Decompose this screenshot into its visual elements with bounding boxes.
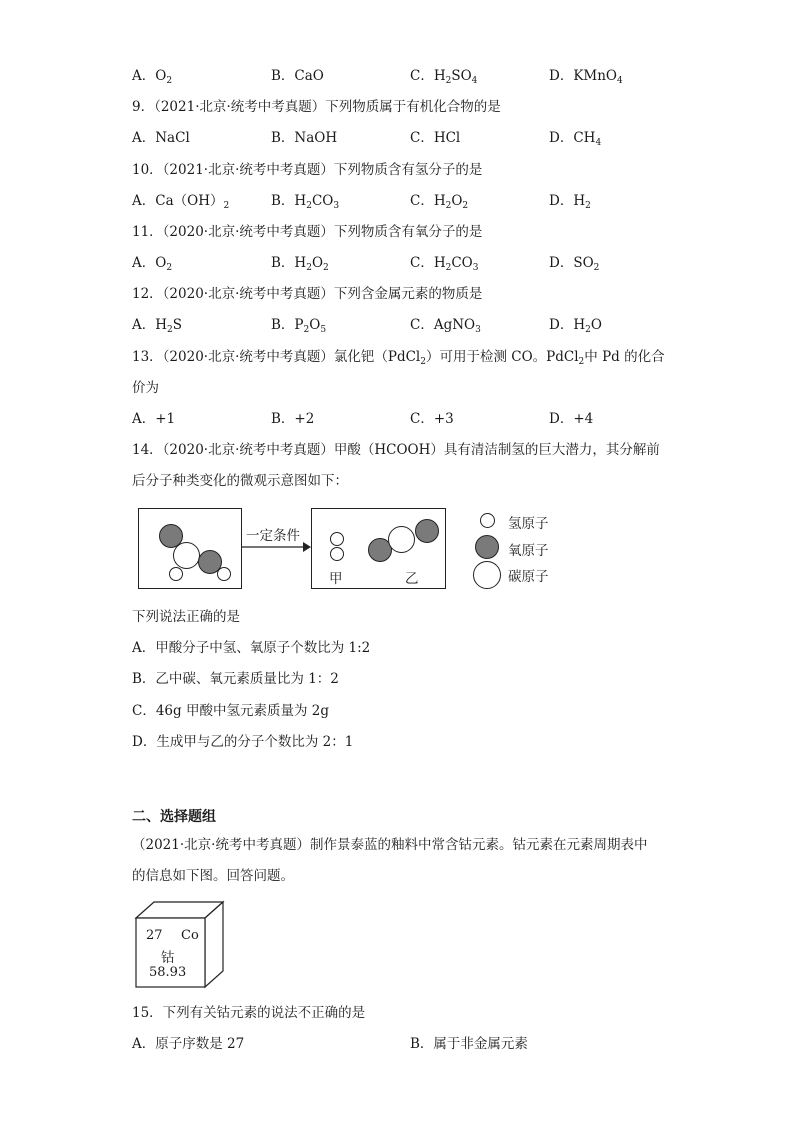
q8-option-b[interactable]: B．CaO xyxy=(271,68,324,84)
q12-option-d[interactable]: D．$H_2O$ xyxy=(549,317,602,335)
q13-stem: 13．（2020·北京·统考中考真题）氯化钯（PdCl$_2$）可用于检测 CO。PdCl$_2$中 Pd 的化合 xyxy=(132,349,665,367)
reaction-arrow-icon xyxy=(241,541,311,553)
q13-option-b[interactable]: B．+2 xyxy=(271,411,315,427)
q12-stem: 12．（2020·北京·统考中考真题）下列含金属元素的物质是 xyxy=(132,286,483,302)
q9-option-c[interactable]: C．HCl xyxy=(410,130,461,146)
section2-intro-line2: 的信息如下图。回答问题。 xyxy=(132,868,294,884)
q11-option-b[interactable]: B．$H_2O_2$ xyxy=(271,255,329,273)
q11-options xyxy=(132,254,732,272)
hydrogen-atom xyxy=(169,567,183,581)
hydrogen-atom xyxy=(330,532,344,546)
hydrogen-atom xyxy=(330,547,344,561)
atomic-number: 27 xyxy=(146,928,163,943)
carbon-atom xyxy=(388,526,415,553)
q12-option-b[interactable]: B．$P_2O_5$ xyxy=(271,317,327,335)
q14-option-b[interactable]: B．乙中碳、氧元素质量比为 1：2 xyxy=(132,671,339,687)
q14-option-d[interactable]: D．生成甲与乙的分子个数比为 2：1 xyxy=(132,734,354,750)
hydrogen-atom xyxy=(217,567,231,581)
q11-option-a[interactable]: A．$O_2$ xyxy=(132,255,173,273)
q13-options xyxy=(132,410,732,428)
reactant-box xyxy=(138,508,242,589)
q9-stem: 9．（2021·北京·统考中考真题）下列物质属于有机化合物的是 xyxy=(132,99,501,115)
q8-option-c[interactable]: C．$H_2SO_4$ xyxy=(410,68,478,86)
q15-option-b[interactable]: B．属于非金属元素 xyxy=(410,1036,528,1052)
carbon-atom xyxy=(173,542,200,569)
carbon-legend-icon xyxy=(473,561,501,589)
q12-option-a[interactable]: A．$H_2S$ xyxy=(132,317,183,335)
q12-option-c[interactable]: C．AgNO$_3$ xyxy=(410,317,481,335)
element-symbol: Co xyxy=(181,928,199,943)
q10-options xyxy=(132,192,732,210)
q15-option-a[interactable]: A．原子序数是 27 xyxy=(132,1036,245,1052)
product-box xyxy=(311,508,446,589)
q9-option-d[interactable]: D．$CH_4$ xyxy=(549,130,602,148)
q11-option-d[interactable]: D．$SO_2$ xyxy=(549,255,600,273)
q10-option-b[interactable]: B．$H_2CO_3$ xyxy=(271,193,340,211)
product-yi-label: 乙 xyxy=(405,571,419,587)
section-heading: 二、选择题组 xyxy=(132,809,216,825)
hydrogen-legend-label: 氢原子 xyxy=(508,516,549,532)
q15-options xyxy=(132,1035,732,1053)
q10-option-d[interactable]: D．$H_2$ xyxy=(549,193,591,211)
q14-stem-line2: 后分子种类变化的微观示意图如下： xyxy=(132,473,348,489)
q12-options xyxy=(132,316,732,334)
q9-options xyxy=(132,129,732,147)
q13-option-c[interactable]: C．+3 xyxy=(410,411,454,427)
q13-option-d[interactable]: D．+4 xyxy=(549,411,594,427)
oxygen-legend-icon xyxy=(475,535,499,559)
q10-stem: 10．（2021·北京·统考中考真题）下列物质含有氢分子的是 xyxy=(132,162,483,178)
q10-option-a[interactable]: A．$Ca(OH)_2$ xyxy=(132,193,230,211)
product-jia-label: 甲 xyxy=(329,571,343,587)
q10-option-c[interactable]: C．$H_2O_2$ xyxy=(410,193,469,211)
q11-option-c[interactable]: C．$H_2CO_3$ xyxy=(410,255,479,273)
oxygen-atom xyxy=(415,519,439,543)
oxygen-legend-label: 氧原子 xyxy=(508,543,549,559)
q11-stem: 11．（2020·北京·统考中考真题）下列物质含有氧分子的是 xyxy=(132,224,483,240)
q9-option-a[interactable]: A．NaCl xyxy=(132,130,190,146)
q14-option-c[interactable]: C．46g 甲酸中氢元素质量为 2g xyxy=(132,703,329,719)
carbon-legend-label: 碳原子 xyxy=(508,569,549,585)
arrow-label: 一定条件 xyxy=(246,528,300,544)
q8-options xyxy=(132,67,732,85)
hydrogen-legend-icon xyxy=(480,513,495,528)
q13-option-a[interactable]: A．+1 xyxy=(132,411,176,427)
q13-stem-line2: 价为 xyxy=(132,380,159,396)
q9-option-b[interactable]: B．NaOH xyxy=(271,130,338,146)
atomic-mass: 58.93 xyxy=(149,965,187,980)
q14-prompt: 下列说法正确的是 xyxy=(132,609,240,625)
q8-option-d[interactable]: D．KMnO$_4$ xyxy=(549,68,623,86)
q14-stem: 14．（2020·北京·统考中考真题）甲酸（HCOOH）具有清洁制氢的巨大潜力，其分解前 xyxy=(132,442,660,458)
q8-option-a[interactable]: A．$O_2$ xyxy=(132,68,173,86)
q15-stem: 15．下列有关钴元素的说法不正确的是 xyxy=(132,1005,366,1021)
q14-option-a[interactable]: A．甲酸分子中氢、氧原子个数比为 1:2 xyxy=(132,640,371,656)
section2-intro: （2021·北京·统考中考真题）制作景泰蓝的釉料中常含钴元素。钴元素在元素周期表中 xyxy=(132,837,648,853)
element-name: 钴 xyxy=(161,950,175,966)
